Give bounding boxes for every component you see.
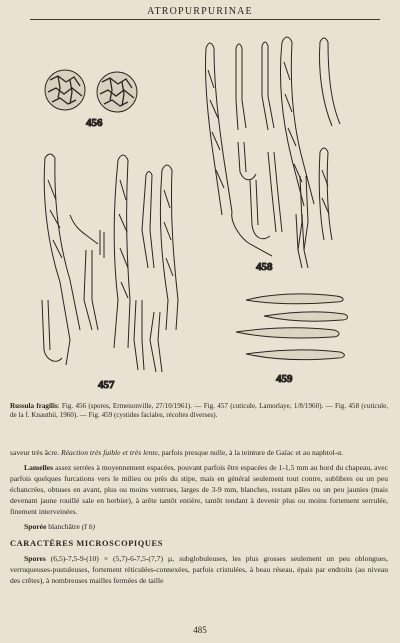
- fig-label-456: 456: [86, 117, 103, 129]
- reaction-detail: parfois presque nulle, à la teinture de Gaïac et au naphtol-α.: [159, 448, 344, 457]
- spore-drawing-1: [45, 70, 85, 110]
- running-head: ATROPURPURINAE: [147, 6, 253, 17]
- body-text: [10, 447, 388, 590]
- reaction-text: Réaction très faible et très lente,: [61, 448, 160, 457]
- sporee-title: Sporée: [24, 522, 47, 531]
- paragraph-lamelles: [10, 462, 388, 517]
- fig-label-458: 458: [256, 261, 273, 273]
- spore-drawing-2: [97, 72, 137, 112]
- figure-plate: [0, 20, 400, 400]
- fig-label-457: 457: [98, 379, 115, 391]
- fig457-hyphae: [42, 154, 178, 372]
- paragraph-spores: [10, 553, 388, 586]
- fig-label-459: 459: [276, 373, 293, 385]
- paragraph-sporee: [10, 521, 388, 532]
- section-title: CARACTÈRES MICROSCOPIQUES: [10, 539, 163, 548]
- caption-species: Russula fragilis: [10, 402, 58, 410]
- sporee-text: blanchâtre: [46, 522, 82, 531]
- figure-caption: [10, 402, 388, 420]
- sporee-code: (I b): [81, 522, 96, 531]
- spores-title: Spores: [24, 554, 46, 563]
- fig459-cystidia: [236, 294, 348, 360]
- page-number: 485: [193, 625, 207, 635]
- fig458-hyphae: [205, 37, 340, 268]
- lamelles-text: assez serrées à moyennement espacées, pouvant parfois être espacées de 1-1,5 mm au bord du chapeau, avec parfois quelques furcations vers le milieu ou près du stipe, mais en général seulement tout contre, sublibres ou un peu échancrées, obtuses en avant, plus ou moins ventrues, larges de 3-9 mm, blanches, restant pâles ou un peu jaunies (mais devenant jaune rouillé sale en herbier), à arête tantôt entière, tantôt tendant à devenir plus ou moins fortement serrulée, finement interveinées.: [10, 463, 388, 516]
- paragraph-saveur: [10, 447, 388, 458]
- lamelles-title: Lamelles: [24, 463, 54, 472]
- caption-text: : Fig. 456 (spores, Ermenonville, 27/10/1961). — Fig. 457 (cuticule, Lamorlaye, 1/8/1960). — Fig. 458 (cuticule, de la f. Knauthii, 1960). — Fig. 459 (cystides faciales, récoltes diverses).: [10, 402, 388, 420]
- spores-text: (6,5)-7,5-9-(10) × (5,7)-6-7,5-(7,7) µ, subglobuleuses, les plus grosses seulement un peu oblongues, verruqueuses-pustuleuses, fortement réticulées-connexées, parfois cristulées, à beau réseau, épais par endroits (au niveau des crêtes), à nombreuses mailles fermées de taille: [10, 554, 388, 585]
- saveur-text: saveur très âcre.: [10, 448, 60, 457]
